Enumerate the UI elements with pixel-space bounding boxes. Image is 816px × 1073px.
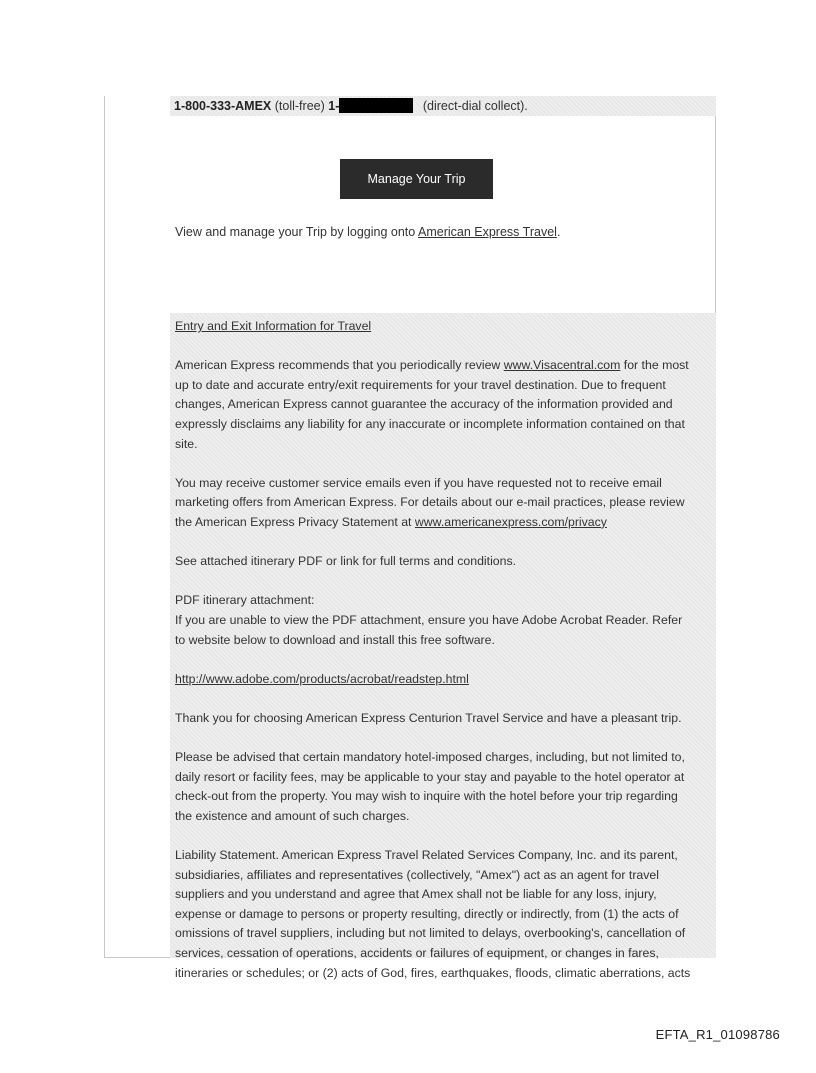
p1-text-after: for the most up to date and accurate entry/exit requirements for your travel destination. Due to frequent changes, American Express cannot guarantee the accuracy of the information provided and expressly disclaims any liability for any inaccurate or incomplete information contained on that site.: [175, 358, 689, 451]
view-line-text: View and manage your Trip by logging onto: [175, 225, 418, 239]
american-express-travel-link[interactable]: American Express Travel: [418, 225, 557, 239]
hotel-charges-paragraph: Please be advised that certain mandatory hotel-imposed charges, including, but not limited to, daily resort or facility fees, may be applicable to your stay and payable to the hotel operator at check-out from the property. You may wish to inquire with the hotel before your trip regarding the existence and amount of such charges.: [175, 750, 685, 823]
p2-text: You may receive customer service emails even if you have requested not to receive email marketing offers from American Express. For details about our e-mail practices, please review the American Express Privacy Statement at: [175, 475, 685, 529]
privacy-paragraph: [175, 474, 692, 533]
visacentral-link[interactable]: www.Visacentral.com: [503, 358, 621, 373]
entry-exit-info-block: [170, 313, 716, 980]
contact-phone-row: [170, 96, 716, 116]
p1-text-before: American Express recommends that you periodically review: [175, 358, 504, 373]
entry-exit-heading[interactable]: Entry and Exit Information for Travel: [175, 319, 372, 333]
redaction-bar: [339, 98, 413, 113]
document-id: EFTA_R1_01098786: [655, 1027, 780, 1042]
adobe-link[interactable]: http://www.adobe.com/products/acrobat/readstep.html: [175, 671, 469, 686]
toll-free-label: (toll-free): [274, 99, 325, 113]
direct-dial-label: (direct-dial collect).: [422, 99, 528, 113]
visacentral-paragraph: [175, 356, 692, 454]
pdf-text: If you are unable to view the PDF attachment, ensure you have Adobe Acrobat Reader. Refer to website below to download and install this free software.: [175, 612, 683, 647]
pdf-paragraph: [175, 591, 692, 650]
manage-trip-button[interactable]: Manage Your Trip: [340, 159, 493, 199]
toll-free-number: 1-800-333-AMEX: [174, 99, 272, 113]
terms-paragraph: See attached itinerary PDF or link for full terms and conditions.: [175, 554, 517, 569]
privacy-link[interactable]: www.americanexpress.com/privacy: [414, 514, 607, 529]
liability-paragraph: Liability Statement. American Express Travel Related Services Company, Inc. and its parent, subsidiaries, affiliates and representatives (collectively, "Amex") act as an agent for travel suppliers and you understand and agree that Amex shall not be liable for any loss, injury, expense or damage to persons or property resulting, directly or indirectly, from (1) the acts of omissions of travel suppliers, including but not limited to delays, overbooking's, cancellation of services, cessation of operations, accidents or failures of equipment, or changes in fares, itineraries or schedules; or (2) acts of God, fires, earthquakes, floods, climatic aberrations, acts: [175, 848, 691, 980]
direct-dial-prefix: 1-: [328, 99, 340, 113]
pdf-heading: PDF itinerary attachment:: [175, 593, 315, 608]
view-line-end: .: [556, 225, 561, 239]
thank-you-paragraph: Thank you for choosing American Express Centurion Travel Service and have a pleasant trip.: [175, 710, 682, 725]
view-manage-line: [175, 223, 560, 241]
